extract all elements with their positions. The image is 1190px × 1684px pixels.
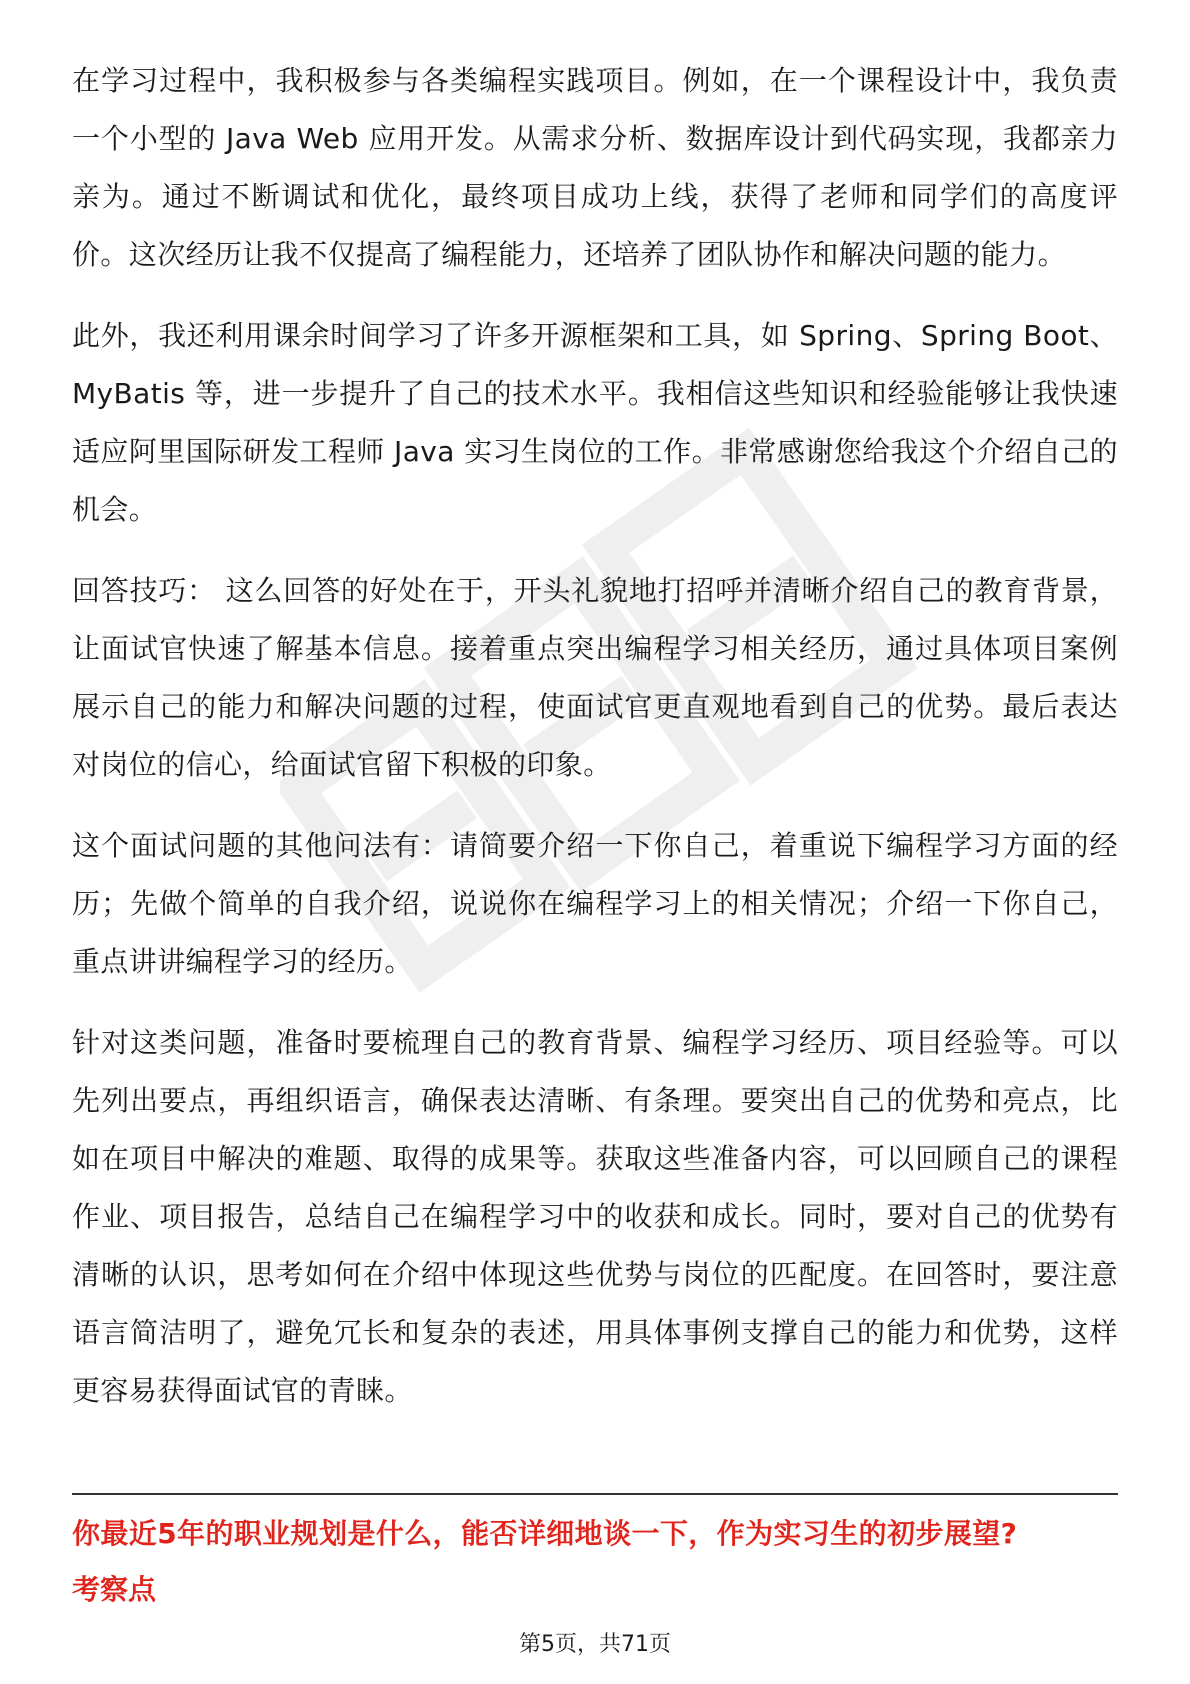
paragraph-frameworks: 此外，我还利用课余时间学习了许多开源框架和工具，如 Spring、Spring Boot、MyBatis 等，进一步提升了自己的技术水平。我相信这些知识和经验能够让我快速适应阿里国际研发工程师 Java 实习生岗位的工作。非常感谢您给我这个介绍自己的机会。 — [72, 319, 1118, 526]
section-label-key-points: 考察点 — [72, 1573, 157, 1606]
paragraph-project-experience: 在学习过程中，我积极参与各类编程实践项目。例如，在一个课程设计中，我负责一个小型的 Java Web 应用开发。从需求分析、数据库设计到代码实现，我都亲力亲为。通过不断调试和优化，最终项目成功上线，获得了老师和同学们的高度评价。这次经历让我不仅提高了编程能力，还培养了团队协作和解决问题的能力。 — [72, 64, 1118, 271]
paragraph-alternative-questions: 这个面试问题的其他问法有：请简要介绍一下你自己，着重说下编程学习方面的经历；先做个简单的自我介绍，说说你在编程学习上的相关情况；介绍一下你自己，重点讲讲编程学习的经历。 — [72, 829, 1118, 978]
page-number-footer: 第5页，共71页 — [519, 1632, 671, 1657]
document-body — [72, 52, 1118, 1443]
next-question-heading: 你最近5年的职业规划是什么，能否详细地谈一下，作为实习生的初步展望? — [72, 1517, 1018, 1550]
section-divider — [72, 1493, 1118, 1495]
paragraph-answer-tips: 回答技巧： 这么回答的好处在于，开头礼貌地打招呼并清晰介绍自己的教育背景，让面试官快速了解基本信息。接着重点突出编程学习相关经历，通过具体项目案例展示自己的能力和解决问题的过程，使面试官更直观地看到自己的优势。最后表达对岗位的信心，给面试官留下积极的印象。 — [72, 574, 1118, 781]
paragraph-preparation-advice: 针对这类问题，准备时要梳理自己的教育背景、编程学习经历、项目经验等。可以先列出要点，再组织语言，确保表达清晰、有条理。要突出自己的优势和亮点，比如在项目中解决的难题、取得的成果等。获取这些准备内容，可以回顾自己的课程作业、项目报告，总结自己在编程学习中的收获和成长。同时，要对自己的优势有清晰的认识，思考如何在介绍中体现这些优势与岗位的匹配度。在回答时，要注意语言简洁明了，避免冗长和复杂的表述，用具体事例支撑自己的能力和优势，这样更容易获得面试官的青睐。 — [72, 1026, 1118, 1407]
